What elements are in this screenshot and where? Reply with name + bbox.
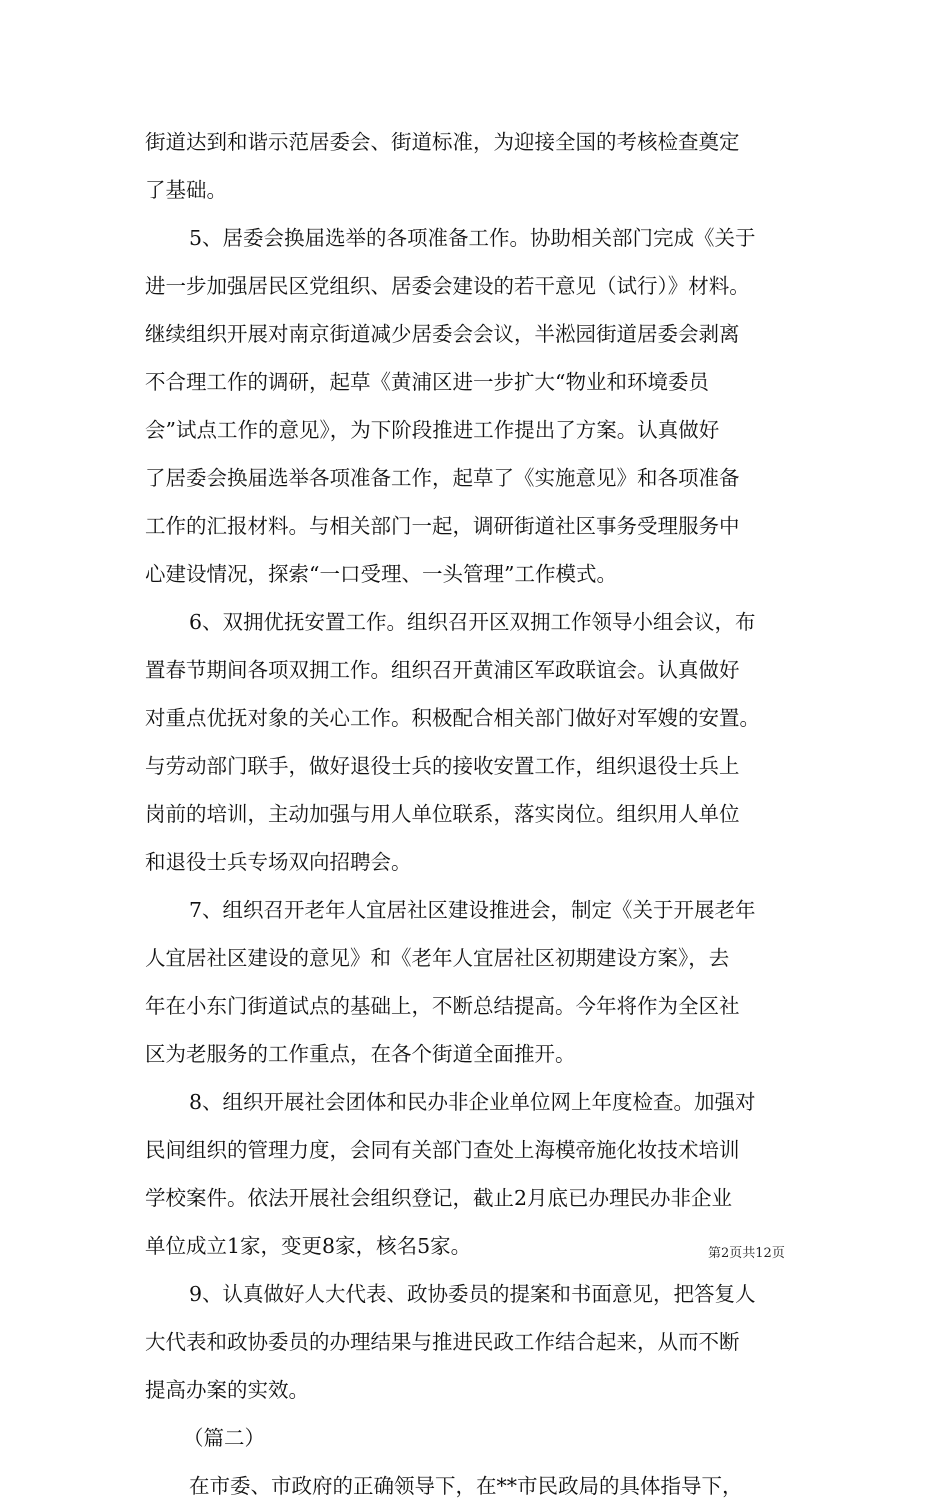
text-line: 7、组织召开老年人宜居社区建设推进会，制定《关于开展老年 [189,898,756,922]
document-body [145,118,813,1510]
text-line: 了居委会换届选举各项准备工作，起草了《实施意见》和各项准备 [145,466,740,490]
text-line: 会”试点工作的意见》，为下阶段推进工作提出了方案。认真做好 [145,418,720,442]
text-line: 提高办案的实效。 [145,1378,309,1402]
text-line: 9、认真做好人大代表、政协委员的提案和书面意见，把答复人 [189,1282,756,1306]
text-line: 学校案件。依法开展社会组织登记，截止2月底已办理民办非企业 [145,1186,733,1210]
text-line: 对重点优抚对象的关心工作。积极配合相关部门做好对军嫂的安置。 [145,706,760,730]
text-line: 单位成立1家，变更8家，核名5家。 [145,1234,472,1258]
text-line: 8、组织开展社会团体和民办非企业单位网上年度检查。加强对 [189,1090,756,1114]
text-line: 与劳动部门联手，做好退役士兵的接收安置工作，组织退役士兵上 [145,754,740,778]
text-line: 置春节期间各项双拥工作。组织召开黄浦区军政联谊会。认真做好 [145,658,740,682]
text-line: 岗前的培训，主动加强与用人单位联系，落实岗位。组织用人单位 [145,802,740,826]
text-line: 工作的汇报材料。与相关部门一起，调研街道社区事务受理服务中 [145,514,740,538]
text-line: 6、双拥优抚安置工作。组织召开区双拥工作领导小组会议，布 [189,610,756,634]
text-line: 心建设情况，探索“一口受理、一头管理”工作模式。 [145,562,617,586]
text-line: 年在小东门街道试点的基础上，不断总结提高。今年将作为全区社 [145,994,740,1018]
text-line: 人宜居社区建设的意见》和《老年人宜居社区初期建设方案》，去 [145,946,730,970]
text-line: 大代表和政协委员的办理结果与推进民政工作结合起来，从而不断 [145,1330,740,1354]
text-line: 了基础。 [145,178,227,202]
text-line: 5、居委会换届选举的各项准备工作。协助相关部门完成《关于 [189,226,756,250]
text-line: 在市委、市政府的正确领导下，在**市民政局的具体指导下， [189,1474,743,1498]
text-line: 继续组织开展对南京街道减少居委会会议，半淞园街道居委会剥离 [145,322,740,346]
text-line: 和退役士兵专场双向招聘会。 [145,850,412,874]
text-line: 民间组织的管理力度，会同有关部门查处上海模帝施化妆技术培训 [145,1138,740,1162]
text-line: （篇二） [183,1426,265,1450]
text-line: 不合理工作的调研，起草《黄浦区进一步扩大“物业和环境委员 [145,370,709,394]
text-line: 区为老服务的工作重点，在各个街道全面推开。 [145,1042,576,1066]
text-line: 进一步加强居民区党组织、居委会建设的若干意见（试行）》材料。 [145,274,750,298]
page-footer: 第2页共12页 [708,1246,785,1261]
text-line: 街道达到和谐示范居委会、街道标准，为迎接全国的考核检查奠定 [145,130,740,154]
